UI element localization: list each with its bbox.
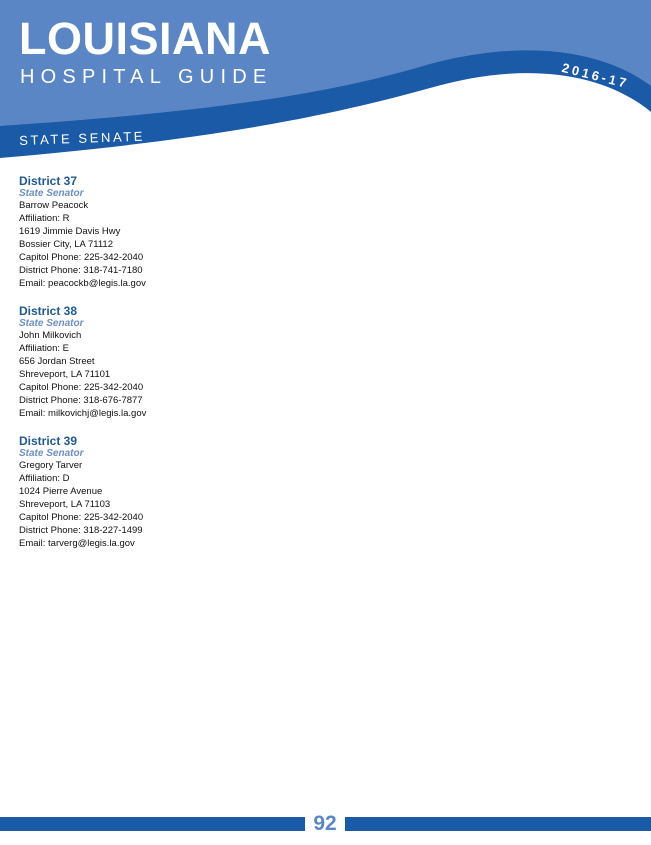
- capitol-phone: Capitol Phone: 225-342-2040: [19, 512, 144, 523]
- capitol-phone: Capitol Phone: 225-342-2040: [19, 252, 144, 263]
- page-number: 92: [313, 812, 337, 835]
- city-state-zip: Shreveport, LA 71101: [19, 369, 111, 380]
- street-address: 656 Jordan Street: [19, 356, 95, 367]
- district-phone: District Phone: 318-741-7180: [19, 265, 143, 276]
- senator-entry: [19, 304, 319, 420]
- district-phone: District Phone: 318-227-1499: [19, 525, 143, 536]
- senator-name: Barrow Peacock: [19, 200, 89, 211]
- affiliation: Affiliation: R: [19, 213, 70, 224]
- district-heading: District 39: [19, 434, 78, 448]
- role-label: State Senator: [19, 188, 84, 199]
- senator-entry: [19, 434, 319, 550]
- city-state-zip: Bossier City, LA 71112: [19, 239, 113, 250]
- senator-entry: [19, 174, 319, 290]
- senator-name: Gregory Tarver: [19, 460, 83, 471]
- senator-name: John Milkovich: [19, 330, 82, 341]
- senator-listing: [19, 174, 319, 564]
- district-heading: District 37: [19, 174, 78, 188]
- affiliation: Affiliation: E: [19, 343, 69, 354]
- street-address: 1619 Jimmie Davis Hwy: [19, 226, 121, 237]
- city-state-zip: Shreveport, LA 71103: [19, 499, 111, 510]
- district-phone: District Phone: 318-676-7877: [19, 395, 143, 406]
- role-label: State Senator: [19, 448, 84, 459]
- edition-year: 2016-17: [560, 60, 631, 92]
- affiliation: Affiliation: D: [19, 473, 70, 484]
- capitol-phone: Capitol Phone: 225-342-2040: [19, 382, 144, 393]
- publication-title: LOUISIANA: [19, 13, 271, 64]
- role-label: State Senator: [19, 318, 84, 329]
- email: Email: peacockb@legis.la.gov: [19, 278, 146, 289]
- publication-subtitle: HOSPITAL GUIDE: [20, 66, 273, 88]
- email: Email: milkovichj@legis.la.gov: [19, 408, 147, 419]
- section-label: STATE SENATE: [19, 128, 146, 148]
- email: Email: tarverg@legis.la.gov: [19, 538, 135, 549]
- district-heading: District 38: [19, 304, 78, 318]
- street-address: 1024 Pierre Avenue: [19, 486, 103, 497]
